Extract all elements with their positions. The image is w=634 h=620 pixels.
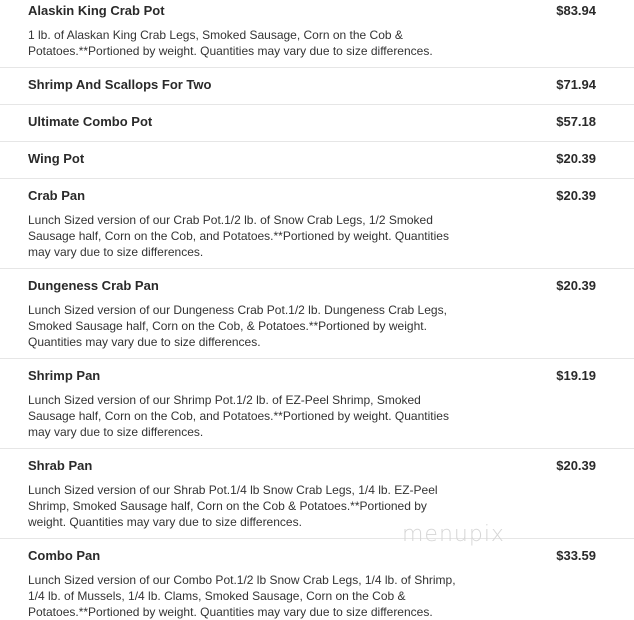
menu-item bbox=[0, 359, 634, 449]
item-name: Combo Pan bbox=[28, 548, 101, 563]
item-name: Wing Pot bbox=[28, 151, 85, 166]
item-name: Crab Pan bbox=[28, 188, 86, 203]
item-name: Ultimate Combo Pot bbox=[28, 114, 153, 129]
item-description: Lunch Sized version of our Shrab Pot.1/4 lb Snow Crab Legs, 1/4 lb. EZ-Peel Shrimp, Smoked Sausage half, Corn on the Cob & Potatoes.**Portioned by weight. Quantities may vary due to size differences. bbox=[28, 483, 438, 529]
watermark-logo: menupix bbox=[402, 522, 505, 547]
item-price: $19.19 bbox=[556, 368, 596, 383]
item-description: Lunch Sized version of our Dungeness Crab Pot.1/2 lb. Dungeness Crab Legs, Smoked Sausage half, Corn on the Cob, & Potatoes.**Portioned by weight. Quantities may vary due to size differences. bbox=[28, 303, 447, 349]
item-price: $20.39 bbox=[556, 151, 596, 166]
item-name: Shrimp And Scallops For Two bbox=[28, 77, 212, 92]
menu-item bbox=[0, 0, 634, 68]
item-description: Lunch Sized version of our Crab Pot.1/2 lb. of Snow Crab Legs, 1/2 Smoked Sausage half, Corn on the Cob, and Potatoes.**Portioned by weight. Quantities may vary due to size differences. bbox=[28, 213, 449, 259]
item-name: Shrab Pan bbox=[28, 458, 93, 473]
item-price: $57.18 bbox=[556, 114, 596, 129]
menu-item bbox=[0, 269, 634, 359]
item-price: $71.94 bbox=[556, 77, 596, 92]
item-name: Shrimp Pan bbox=[28, 368, 101, 383]
menu-item bbox=[0, 449, 634, 539]
item-price: $20.39 bbox=[556, 188, 596, 203]
item-description: 1 lb. of Alaskan King Crab Legs, Smoked Sausage, Corn on the Cob & Potatoes.**Portioned by weight. Quantities may vary due to size differences. bbox=[28, 28, 433, 58]
menu-item bbox=[0, 142, 634, 179]
menu-item bbox=[0, 105, 634, 142]
item-name: Dungeness Crab Pan bbox=[28, 278, 159, 293]
menu-item bbox=[0, 68, 634, 105]
item-price: $33.59 bbox=[556, 548, 596, 563]
item-description: Lunch Sized version of our Combo Pot.1/2 lb Snow Crab Legs, 1/4 lb. of Shrimp, 1/4 lb. of Mussels, 1/4 lb. Clams, Smoked Sausage, Corn on the Cob & Potatoes.**Portioned by weight. Quantities may vary due to size differences. bbox=[28, 573, 456, 619]
item-price: $83.94 bbox=[556, 3, 596, 18]
item-price: $20.39 bbox=[556, 458, 596, 473]
menu-item bbox=[0, 539, 634, 617]
menu-item bbox=[0, 179, 634, 269]
item-name: Alaskin King Crab Pot bbox=[28, 3, 165, 18]
item-description: Lunch Sized version of our Shrimp Pot.1/2 lb. of EZ-Peel Shrimp, Smoked Sausage half, Corn on the Cob, and Potatoes.**Portioned by weight. Quantities may vary due to size differences. bbox=[28, 393, 449, 439]
item-price: $20.39 bbox=[556, 278, 596, 293]
